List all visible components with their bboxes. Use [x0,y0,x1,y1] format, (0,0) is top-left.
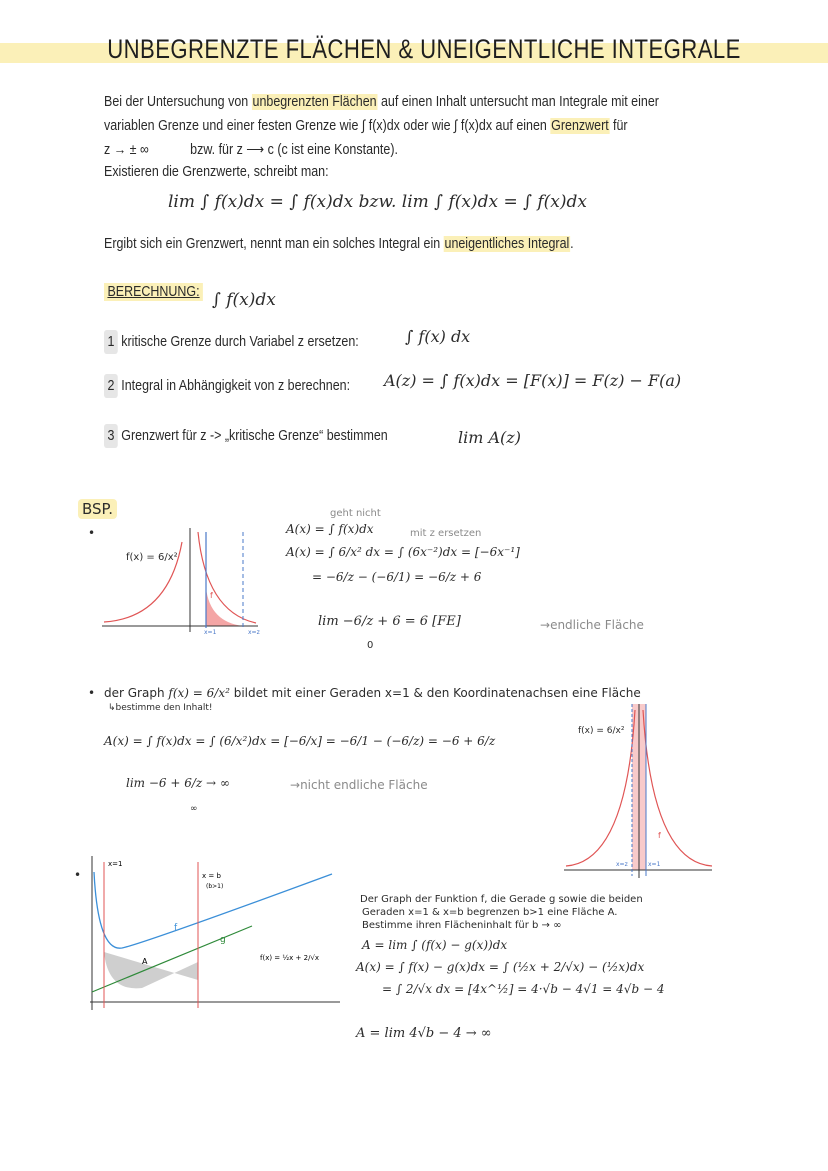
ex2-x1-label: x=1 [648,861,661,868]
step-number: 1 [104,330,118,354]
intro-text: auf einen [492,118,551,134]
ex1-graph [98,522,268,634]
ex3-g-label: g [220,935,226,945]
ex3-text-1: Der Graph der Funktion f, die Gerade g sowie die beiden [360,894,643,905]
ex2-task-post: bildet mit einer Geraden x=1 & den Koordinatenachsen eine Fläche [233,686,641,700]
ex1-x1-label: x=1 [204,629,217,634]
step-3 [104,424,388,448]
ex3-line-2: A(x) = ∫ f(x) − g(x)dx = ∫ (½x + 2/√x) − (½x)dx [356,960,645,974]
ex2-f-label: f [658,831,661,840]
limit-formula: lim ∫ f(x)dx = ∫ f(x)dx bzw. lim ∫ f(x)dx = ∫ f(x)dx [168,192,587,212]
bullet: • [74,868,82,882]
integral-expression: ∫ f(x)dx [454,118,493,134]
ex3-f-label: f [174,923,178,933]
highlight-unbegrenzte-flaechen: unbegrenzten Flächen [252,94,377,110]
step-2 [104,374,350,398]
bsp-label [78,500,117,518]
bsp-text: BSP. [78,499,117,519]
ex1-line2: A(x) = ∫ 6/x² dx = ∫ (6x⁻²)dx = [−6x⁻¹] [286,545,520,559]
ex1-limit-below: 0 [367,640,374,651]
ex3-func-label: f(x) = ½x + 2/√x [260,954,320,962]
ex2-curve-right [643,710,712,866]
step-3-math: lim A(z) [458,428,521,447]
step-text: kritische Grenze durch Variabel z ersetzen: [121,334,359,350]
highlight-uneigentliches-integral: uneigentliches Integral [444,236,570,252]
ex2-calc: A(x) = ∫ f(x)dx = ∫ (6/x²)dx = [−6/x] = −6/1 − (−6/z) = −6 + 6/z [104,734,496,748]
ex1-result-text: endliche Fläche [550,618,644,632]
intro-text: . [570,236,574,252]
ex1-line3: = −6/z − (−6/1) = −6/z + 6 [312,570,482,584]
ex1-xz-label: x=z [248,629,260,634]
ex2-graph [560,700,720,882]
ex1-note-top: geht nicht [330,508,381,519]
ex1-limit: lim −6/z + 6 = 6 [FE] [318,614,461,629]
ex3-text-2: Geraden x=1 & x=b begrenzen b>1 eine Fläche A. [362,907,618,918]
ex3-line-3: = ∫ 2/√x dx = [4x^½] = 4·√b − 4√1 = 4√b − 4 [382,982,665,996]
ex2-xz-label: x=z [616,861,628,868]
bullet: • [88,686,96,700]
ex3-shaded-area [104,952,198,988]
page-title: UNBEGRENZTE FLÄCHEN & UNEIGENTLICHE INTEGRALE [107,34,741,64]
ex1-curve-left [104,542,182,622]
ex2-func: f(x) = 6/x² [168,686,230,700]
ex2-sub: ↳bestimme den Inhalt! [108,703,213,713]
ex1-result: →endliche Fläche [540,618,644,632]
step-number: 2 [104,374,118,398]
step-2-math: A(z) = ∫ f(x)dx = [F(x)] = F(z) − F(a) [384,371,682,390]
integral-expression: ∫ f(x)dx [361,118,400,134]
intro-line-5 [104,232,574,256]
berechnung-integral: ∫ f(x)dx [212,290,276,310]
ex1-line1: A(x) = ∫ f(x)dx [286,522,374,536]
intro-text: Bei der Untersuchung von [104,94,252,110]
intro-text: Ergibt sich ein Grenzwert, nennt man ein solches Integral ein [104,236,444,252]
berechnung-label: BERECHNUNG: [104,283,203,301]
intro-line-1 [104,90,659,114]
step-number: 3 [104,424,118,448]
ex2-curve-left [566,710,635,866]
ex3-A-label: A [142,957,148,966]
ex2-task [104,686,641,700]
ex1-f-label: f [210,591,213,600]
berechnung-heading [104,280,203,304]
ex3-b-label: (b>1) [206,883,224,890]
highlight-grenzwert: Grenzwert [551,118,609,134]
intro-text: oder wie [399,118,455,134]
step-1-math: ∫ f(x) dx [405,327,471,346]
ex3-text-3: Bestimme ihren Flächeninhalt für b → ∞ [362,920,562,931]
intro-line-4: Existieren die Grenzwerte, schreibt man: [104,164,329,180]
ex2-limit-below: ∞ [190,804,198,814]
ex1-func: f(x) = 6/x² [126,552,178,563]
ex3-line-1: A = lim ∫ (f(x) − g(x))dx [362,938,508,952]
limit-constant: bzw. für z ⟶ c (c ist eine Konstante). [190,142,398,158]
intro-line-2 [104,114,628,138]
step-1 [104,330,359,354]
ex2-limit: lim −6 + 6/z → ∞ [126,776,230,790]
step-text: Grenzwert für z -> „kritische Grenze“ bestimmen [121,428,388,444]
ex1-note-replace: mit z ersetzen [410,528,482,539]
bullet: • [88,526,96,540]
step-text: Integral in Abhängigkeit von z berechnen: [121,378,351,394]
ex2-task-pre: der Graph [104,686,165,700]
ex2-result-text: nicht endliche Fläche [300,778,428,792]
limit-infinity: z → ± ∞ [104,142,149,158]
ex3-xb-label: x = b [202,872,221,880]
intro-line-3 [104,138,398,162]
ex3-graph [82,852,344,1014]
ex3-x1-label: x=1 [108,860,123,868]
ex2-sub-text: bestimme den Inhalt! [115,703,213,713]
intro-text: auf einen Inhalt untersucht man Integrale mit einer [377,94,659,110]
intro-text: variablen Grenze und einer festen Grenze wie [104,118,362,134]
intro-text: für [609,118,628,134]
ex2-result: →nicht endliche Fläche [290,778,428,792]
ex2-graph-label: f(x) = 6/x² [578,726,625,736]
ex3-result: A = lim 4√b − 4 → ∞ [356,1026,492,1041]
